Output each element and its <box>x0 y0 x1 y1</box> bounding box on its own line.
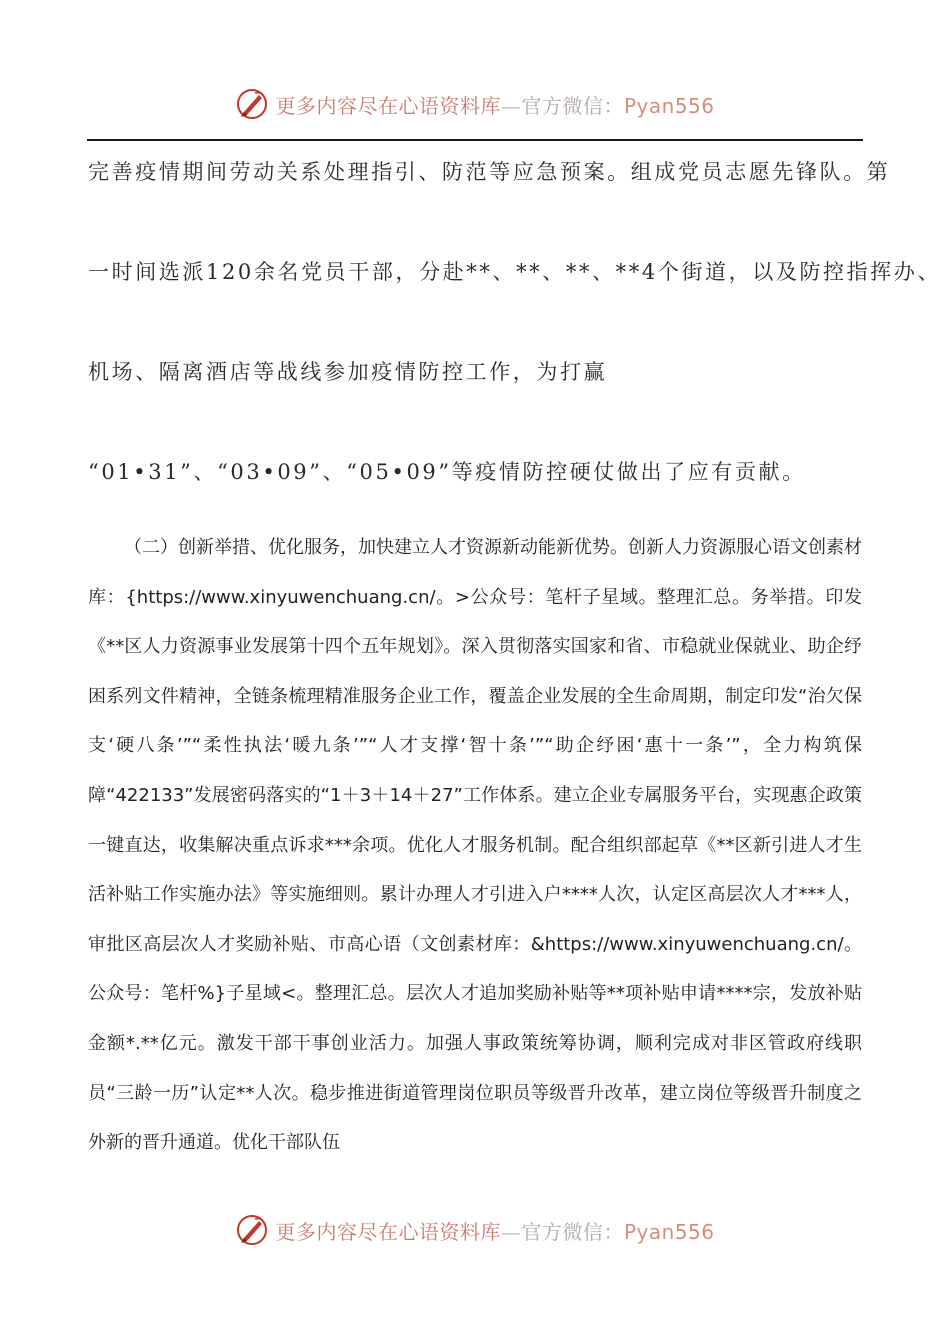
banner-separator: — <box>500 93 522 118</box>
header-banner <box>0 84 950 124</box>
pen-logo-icon <box>235 1213 269 1247</box>
text-line-2: 一时间选派120余名党员干部，分赴**、**、**、**4个街道，以及防控指挥办、 <box>88 260 942 284</box>
pen-logo-icon <box>235 87 269 121</box>
banner-separator: — <box>500 1219 522 1244</box>
text-line-3: 机场、隔离酒店等战线参加疫情防控工作，为打赢 <box>88 360 608 384</box>
banner-official-label: 官方微信： <box>521 93 624 118</box>
section-two-paragraph: （二）创新举措、优化服务，加快建立人才资源新动能新优势。创新人力资源服心语文创素材库：{https://www.xinyuwenchuang.cn/。>公众号：笔杆子星域。整理汇总。务举措。印发《**区人力资源事业发展第十四个五年规划》。深入贯彻落实国家和省、市稳就业保就业、助企纾困系列文件精神，全链条梳理精准服务企业工作，覆盖企业发展的全生命周期，制定印发“治欠保支‘硬八条’”“柔性执法‘暖九条’”“人才支撑‘智十条’”“助企纾困‘惠十一条’”，全力构筑保障“422133”发展密码落实的“1＋3＋14＋27”工作体系。建立企业专属服务平台，实现惠企政策一键直达，收集解决重点诉求***余项。优化人才服务机制。配合组织部起草《**区新引进人才生活补贴工作实施办法》等实施细则。累计办理人才引进入户****人次，认定区高层次人才***人，审批区高层次人才奖励补贴、市高心语（文创素材库：&https://www.xinyuwenchuang.cn/。公众号：笔杆%}子星域<。整理汇总。层次人才追加奖励补贴等**项补贴申请****宗，发放补贴金额*.**亿元。激发干部干事创业活力。加强人事政策统筹协调，顺利完成对非区管政府线职员“三龄一历”认定**人次。稳步推进街道管理岗位职员等级晋升改革，建立岗位等级晋升制度之外新的晋升通道。优化干部队伍 <box>88 537 862 1154</box>
banner-official-label: 官方微信： <box>521 1219 624 1244</box>
text-line-1: 完善疫情期间劳动关系处理指引、防范等应急预案。组成党员志愿先锋队。第 <box>88 160 891 184</box>
header-divider <box>87 139 863 141</box>
banner-wechat-id: Pyan556 <box>623 1219 715 1244</box>
banner-text <box>275 1216 714 1245</box>
banner-main-text: 更多内容尽在心语资料库 <box>275 1219 501 1244</box>
banner-text <box>275 90 714 119</box>
banner-main-text: 更多内容尽在心语资料库 <box>275 93 501 118</box>
banner-wechat-id: Pyan556 <box>623 93 715 118</box>
text-line-4: “01•31”、“03•09”、“05•09”等疫情防控硬仗做出了应有贡献。 <box>88 460 806 484</box>
footer-banner <box>0 1210 950 1250</box>
